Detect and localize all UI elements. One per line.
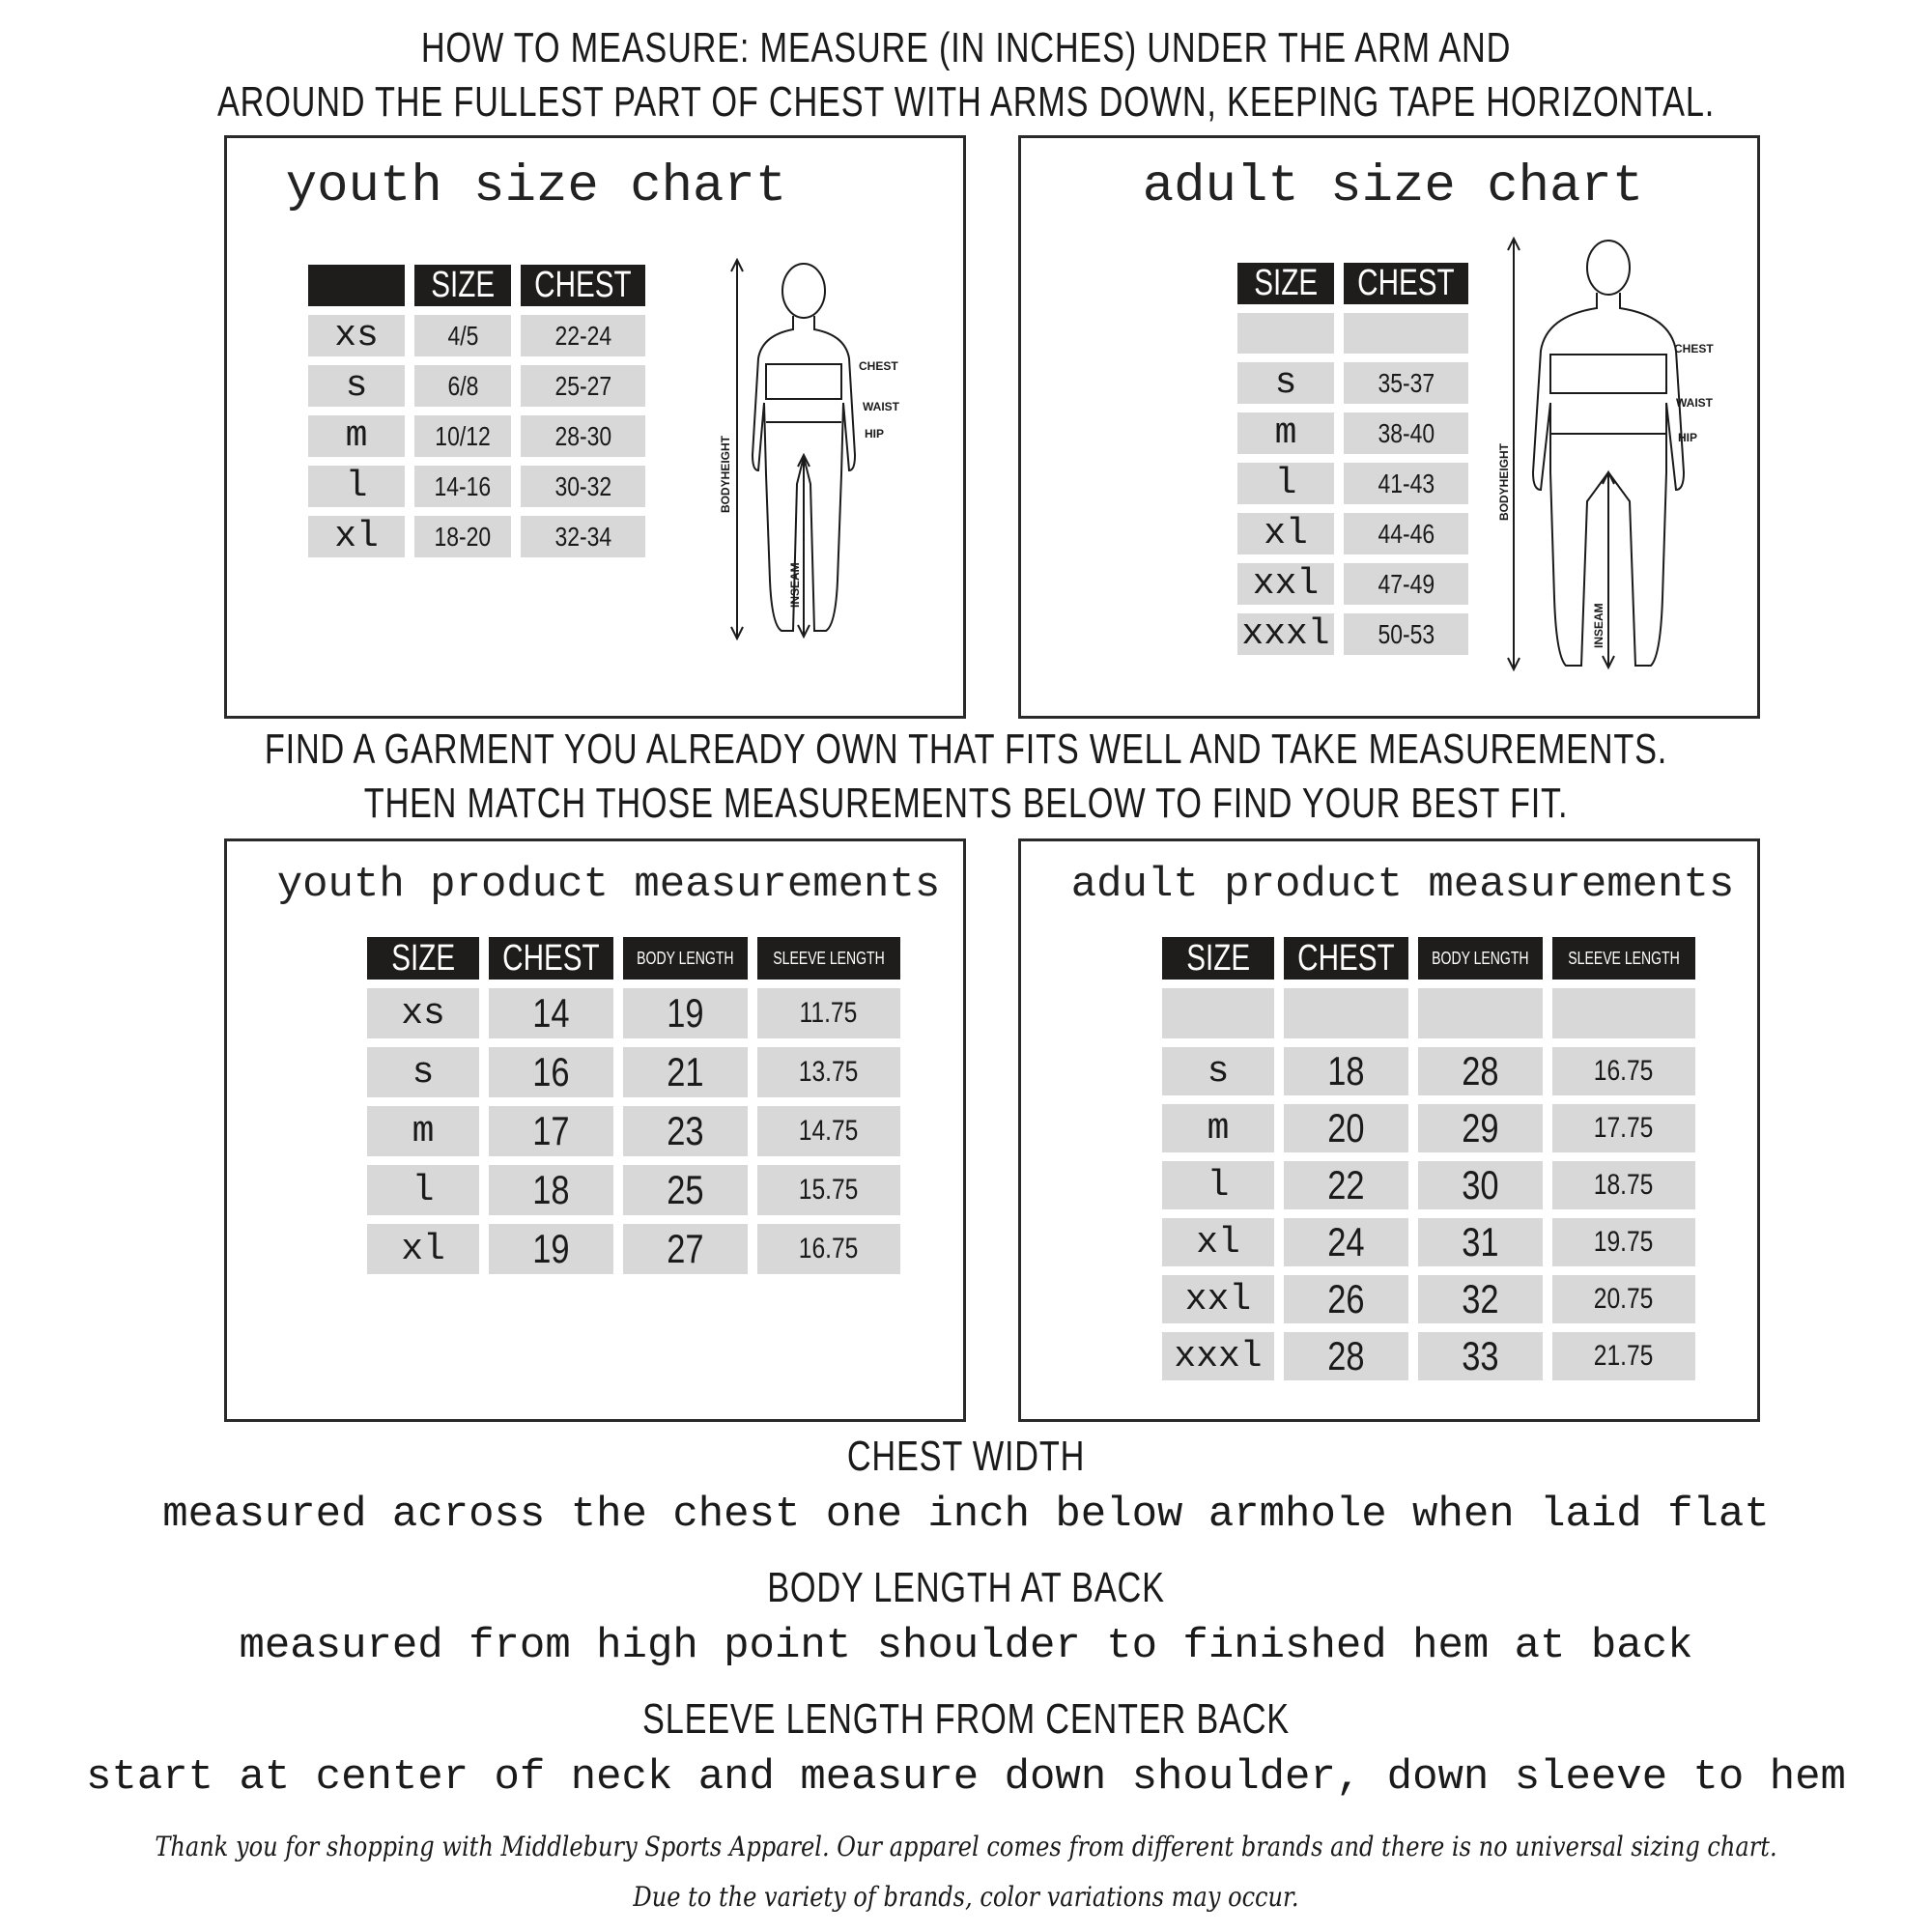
chest-value: 20 [1284, 1104, 1408, 1152]
body-length-header: BODY LENGTH [1418, 937, 1543, 980]
table-row [1237, 463, 1468, 504]
sleeve-length-value: 19.75 [1552, 1218, 1695, 1266]
body-length-value: 31 [1418, 1218, 1543, 1266]
chest-value: 30-32 [521, 466, 645, 507]
size-label: s [1162, 1047, 1274, 1095]
size-label: xxl [1237, 563, 1334, 605]
hip-label: HIP [865, 427, 885, 440]
size-label: m [1237, 412, 1334, 454]
adult-size-chart-panel [1018, 135, 1760, 719]
inseam-label: INSEAM [788, 562, 802, 608]
table-row [1237, 412, 1468, 454]
size-label: xs [308, 315, 405, 356]
chest-value: 19 [489, 1224, 613, 1274]
chest-value [1284, 988, 1408, 1038]
adult-product-panel [1018, 838, 1760, 1422]
definition-text: measured from high point shoulder to finished hem at back [239, 1622, 1693, 1670]
table-row [1162, 1332, 1695, 1380]
youth-product-panel [224, 838, 966, 1422]
waist-label: WAIST [863, 400, 899, 413]
sleeve-length-header: SLEEVE LENGTH [1552, 937, 1695, 980]
chest-value: 28-30 [521, 415, 645, 457]
size-header: SIZE [1162, 937, 1274, 980]
waist-label: WAIST [1676, 396, 1713, 410]
bodyheight-label: BODYHEIGHT [1497, 442, 1511, 521]
header-line-2: AROUND THE FULLEST PART OF CHEST WITH ARMS DOWN, KEEPING TAPE HORIZONTAL. [216, 78, 1716, 126]
size-label: xxxl [1162, 1332, 1274, 1380]
table-row [308, 365, 645, 407]
bodyheight-label: BODYHEIGHT [719, 435, 732, 513]
body-length-value: 27 [623, 1224, 748, 1274]
adult-size-chart-title: adult size chart [1142, 157, 1644, 216]
size-label: l [367, 1165, 479, 1215]
size-value: 14-16 [414, 466, 511, 507]
definition-chest-width [0, 1428, 1932, 1544]
footer-line-2: Due to the variety of brands, color variations may occur. [633, 1881, 1299, 1913]
size-label [1162, 988, 1274, 1038]
size-label: m [1162, 1104, 1274, 1152]
chest-label: CHEST [859, 359, 898, 373]
size-label [1237, 313, 1334, 354]
chest-header: CHEST [1284, 937, 1408, 980]
definition-text: start at center of neck and measure down shoulder, down sleeve to hem [86, 1753, 1846, 1802]
table-row [1237, 513, 1468, 554]
definition-text: measured across the chest one inch below armhole when laid flat [162, 1491, 1770, 1539]
body-length-header: BODY LENGTH [623, 937, 748, 980]
youth-body-figure [704, 252, 917, 658]
size-header: SIZE [367, 937, 479, 980]
size-value: 6/8 [414, 365, 511, 407]
chest-value: 47-49 [1344, 563, 1468, 605]
adult-product-title: adult product measurements [1070, 861, 1735, 909]
table-row [308, 415, 645, 457]
sleeve-length-value: 16.75 [1552, 1047, 1695, 1095]
body-length-value: 29 [1418, 1104, 1543, 1152]
size-label: xl [367, 1224, 479, 1274]
size-label: l [1237, 463, 1334, 504]
sleeve-length-value: 16.75 [757, 1224, 900, 1274]
body-length-value: 28 [1418, 1047, 1543, 1095]
body-length-value [1418, 988, 1543, 1038]
body-length-value: 30 [1418, 1161, 1543, 1209]
size-label: xxxl [1237, 613, 1334, 655]
sleeve-length-value: 14.75 [757, 1106, 900, 1156]
chest-label: CHEST [1674, 342, 1714, 355]
chest-header: CHEST [1344, 263, 1468, 304]
definition-heading: SLEEVE LENGTH FROM CENTER BACK [642, 1695, 1290, 1743]
table-row [1237, 313, 1468, 354]
body-length-value: 33 [1418, 1332, 1543, 1380]
chest-header: CHEST [489, 937, 613, 980]
adult-size-table [1228, 254, 1478, 664]
middle-line-1: FIND A GARMENT YOU ALREADY OWN THAT FITS WELL AND TAKE MEASUREMENTS. [264, 725, 1668, 773]
inseam-label: INSEAM [1592, 603, 1605, 648]
chest-value: 26 [1284, 1275, 1408, 1323]
sleeve-length-value: 20.75 [1552, 1275, 1695, 1323]
size-value: 4/5 [414, 315, 511, 356]
chest-value: 22 [1284, 1161, 1408, 1209]
chest-header: CHEST [521, 265, 645, 306]
chest-value: 14 [489, 988, 613, 1038]
chest-value: 35-37 [1344, 362, 1468, 404]
sleeve-length-value: 11.75 [757, 988, 900, 1038]
size-label: s [1237, 362, 1334, 404]
size-label: l [308, 466, 405, 507]
sleeve-length-header: SLEEVE LENGTH [757, 937, 900, 980]
size-label: s [308, 365, 405, 407]
youth-size-chart-panel [224, 135, 966, 719]
size-label: m [367, 1106, 479, 1156]
table-row [1162, 1161, 1695, 1209]
header [0, 21, 1932, 129]
definition-sleeve-length [0, 1690, 1932, 1806]
head-outline [1587, 241, 1630, 295]
chest-value [1344, 313, 1468, 354]
sleeve-length-value: 17.75 [1552, 1104, 1695, 1152]
size-label: xl [1162, 1218, 1274, 1266]
table-row [1162, 1275, 1695, 1323]
sleeve-length-value: 21.75 [1552, 1332, 1695, 1380]
body-length-value: 19 [623, 988, 748, 1038]
table-row [1237, 613, 1468, 655]
size-header: SIZE [1237, 263, 1334, 304]
table-row [367, 1106, 900, 1156]
chest-band [766, 364, 841, 399]
definition-heading: BODY LENGTH AT BACK [767, 1564, 1165, 1611]
hip-label: HIP [1678, 431, 1698, 444]
middle-line-2: THEN MATCH THOSE MEASUREMENTS BELOW TO FIND YOUR BEST FIT. [363, 780, 1569, 827]
adult-product-table [1152, 928, 1705, 1389]
size-label: xxl [1162, 1275, 1274, 1323]
header-line-1: HOW TO MEASURE: MEASURE (IN INCHES) UNDER THE ARM AND [420, 24, 1512, 71]
table-row [308, 315, 645, 356]
size-label: xl [1237, 513, 1334, 554]
size-value: 10/12 [414, 415, 511, 457]
chest-value: 41-43 [1344, 463, 1468, 504]
body-length-value: 21 [623, 1047, 748, 1097]
table-row [367, 1165, 900, 1215]
size-header: SIZE [414, 265, 511, 306]
youth-size-chart-title: youth size chart [285, 157, 787, 216]
table-row [1162, 1047, 1695, 1095]
definition-body-length [0, 1559, 1932, 1675]
chest-value: 24 [1284, 1218, 1408, 1266]
table-row [367, 1047, 900, 1097]
table-row [367, 988, 900, 1038]
chest-value: 50-53 [1344, 613, 1468, 655]
chest-value: 16 [489, 1047, 613, 1097]
size-label: s [367, 1047, 479, 1097]
youth-size-table [298, 256, 655, 566]
size-label: xs [367, 988, 479, 1038]
chest-value: 25-27 [521, 365, 645, 407]
sleeve-length-value [1552, 988, 1695, 1038]
head-outline [782, 264, 825, 318]
size-label: xl [308, 516, 405, 557]
size-label: l [1162, 1161, 1274, 1209]
table-row [308, 466, 645, 507]
chest-value: 44-46 [1344, 513, 1468, 554]
table-row [1162, 988, 1695, 1038]
footer-line-1: Thank you for shopping with Middlebury Sports Apparel. Our apparel comes from different brands and there is no universal sizing chart. [155, 1831, 1777, 1862]
chest-value: 38-40 [1344, 412, 1468, 454]
size-label: m [308, 415, 405, 457]
blank-header [308, 265, 405, 306]
sleeve-length-value: 15.75 [757, 1165, 900, 1215]
table-row [1162, 1218, 1695, 1266]
table-row [1237, 563, 1468, 605]
chest-band [1550, 355, 1666, 393]
chest-value: 18 [489, 1165, 613, 1215]
definition-heading: CHEST WIDTH [846, 1433, 1086, 1480]
middle-instructions [0, 723, 1932, 831]
chest-value: 28 [1284, 1332, 1408, 1380]
table-row [308, 516, 645, 557]
table-row [367, 1224, 900, 1274]
chest-value: 22-24 [521, 315, 645, 356]
chest-value: 17 [489, 1106, 613, 1156]
footer [0, 1822, 1932, 1922]
sleeve-length-value: 18.75 [1552, 1161, 1695, 1209]
table-row [1237, 362, 1468, 404]
adult-body-figure [1494, 231, 1726, 685]
table-row [1162, 1104, 1695, 1152]
sleeve-length-value: 13.75 [757, 1047, 900, 1097]
body-length-value: 25 [623, 1165, 748, 1215]
body-length-value: 23 [623, 1106, 748, 1156]
chest-value: 18 [1284, 1047, 1408, 1095]
chest-value: 32-34 [521, 516, 645, 557]
size-value: 18-20 [414, 516, 511, 557]
body-length-value: 32 [1418, 1275, 1543, 1323]
youth-product-table [357, 928, 910, 1283]
youth-product-title: youth product measurements [276, 861, 941, 909]
